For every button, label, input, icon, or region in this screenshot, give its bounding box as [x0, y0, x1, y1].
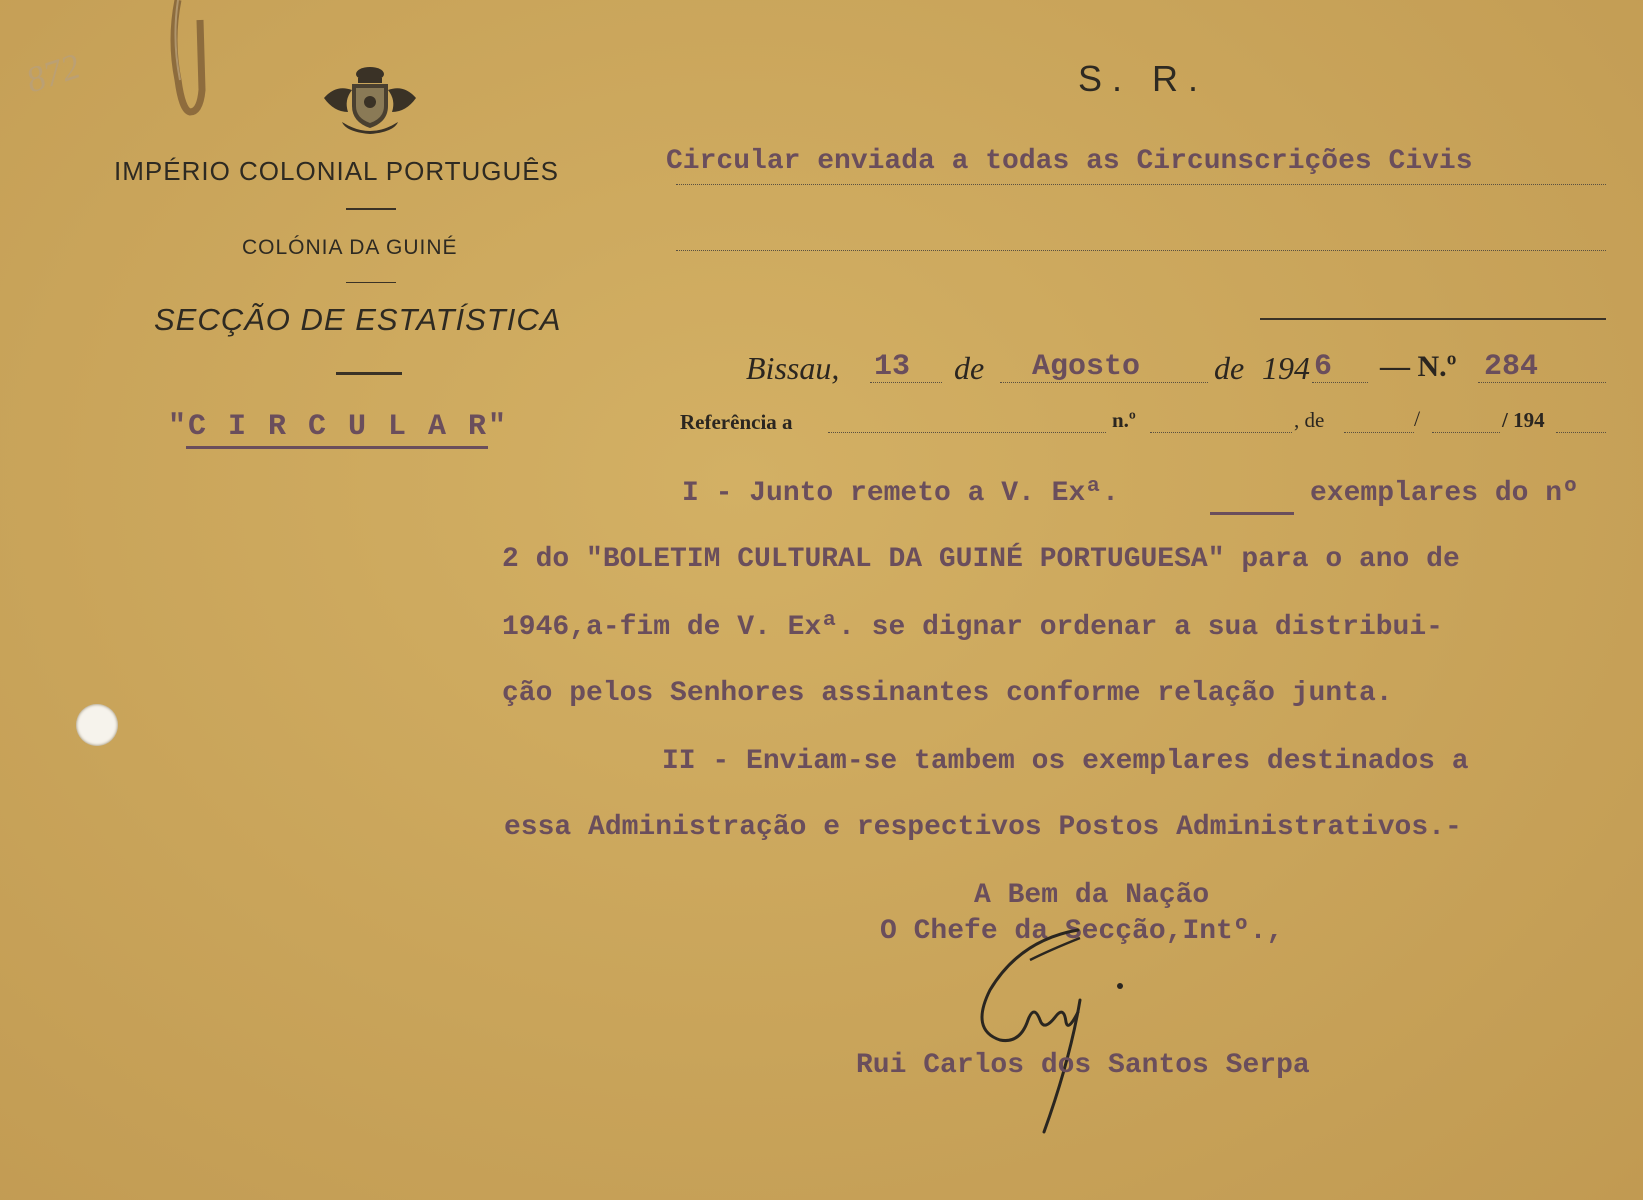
reference-year-label: / 194 — [1502, 408, 1545, 432]
empire-heading: IMPÉRIO COLONIAL PORTUGUÊS — [114, 156, 559, 186]
sr-mark: S. R. — [1078, 58, 1209, 99]
signatory-name: Rui Carlos dos Santos Serpa — [856, 1050, 1310, 1081]
circular-number: 284 — [1484, 350, 1539, 384]
date-place: Bissau, — [746, 350, 840, 386]
divider-2 — [346, 282, 396, 283]
closing-salutation: A Bem da Nação — [974, 880, 1210, 911]
body-p1-line3: 1946,a-fim de V. Exª. se dignar ordenar a sua distribui- — [502, 612, 1443, 643]
date-month: Agosto — [1032, 350, 1141, 384]
body-p1-line2: 2 do "BOLETIM CULTURAL DA GUINÉ PORTUGUESA" para o ano de — [502, 544, 1460, 575]
closing-title: O Chefe da Secção,Intº., — [880, 916, 1284, 947]
reference-label: Referência a — [680, 410, 793, 434]
body-p2-line2: essa Administração e respectivos Postos Administrativos.- — [504, 812, 1462, 843]
reference-year-line — [1556, 432, 1606, 433]
staple-mark — [160, 0, 220, 120]
handwritten-signature — [960, 920, 1160, 1140]
date-year-prefix: 194 — [1262, 350, 1310, 386]
margin-note: 872 — [21, 45, 85, 101]
recipient-line-2 — [676, 250, 1606, 251]
reference-n-line — [1150, 432, 1292, 433]
date-de-1: de — [954, 350, 985, 386]
recipient-line-1 — [676, 184, 1606, 185]
number-line — [1478, 382, 1606, 383]
reference-line — [828, 432, 1106, 433]
body-p1-line1b: exemplares do nº — [1310, 478, 1579, 509]
divider-3 — [336, 372, 402, 375]
section-heading: SECÇÃO DE ESTATÍSTICA — [154, 302, 562, 337]
number-label: — N.º — [1380, 350, 1457, 383]
circular-label: "C I R C U L A R" — [168, 410, 509, 444]
recipient-text: Circular enviada a todas as Circunscrições Civis — [666, 146, 1473, 177]
date-year-suffix: 6 — [1314, 350, 1333, 384]
reference-slash: / — [1414, 406, 1421, 431]
date-year-line — [1312, 382, 1368, 383]
colony-heading: COLÓNIA DA GUINÉ — [242, 236, 458, 259]
date-day: 13 — [874, 350, 911, 384]
date-month-line — [1000, 382, 1208, 383]
blank-count-line — [1210, 512, 1294, 515]
punch-hole — [76, 704, 118, 746]
recipient-line-3 — [1260, 318, 1606, 320]
reference-month-line — [1432, 432, 1500, 433]
reference-n-label: n.º — [1112, 408, 1136, 432]
body-p1-line4: ção pelos Senhores assinantes conforme relação junta. — [502, 678, 1393, 709]
date-day-line — [870, 382, 942, 383]
date-de-2: de — [1214, 350, 1245, 386]
body-p2-line1: II - Enviam-se tambem os exemplares destinados a — [662, 746, 1469, 777]
reference-de-label: , de — [1294, 408, 1325, 432]
divider-1 — [346, 208, 396, 210]
body-p1-line1a: I - Junto remeto a V. Exª. — [682, 478, 1119, 509]
circular-underline — [186, 446, 488, 449]
reference-day-line — [1344, 432, 1414, 433]
coat-of-arms-icon — [322, 64, 418, 136]
